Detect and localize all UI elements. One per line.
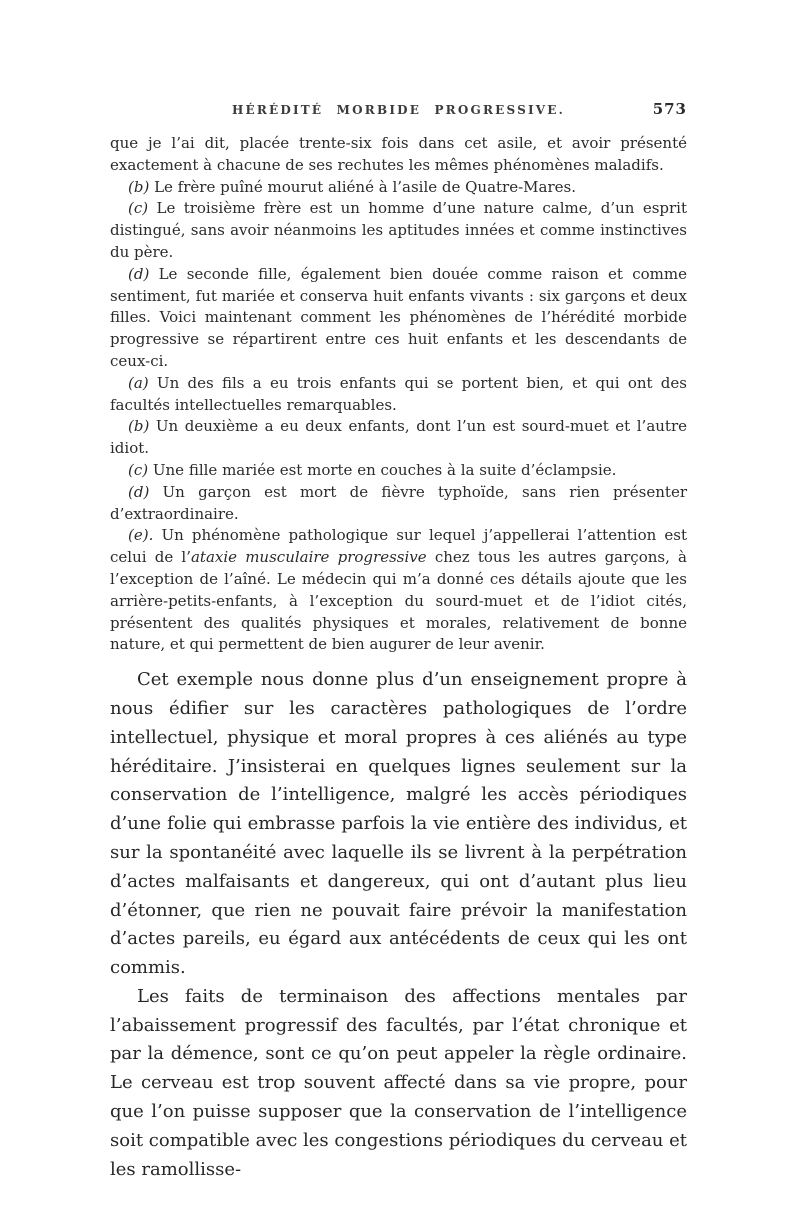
text-run: Un phénomène pathologique sur lequel j’appellerai l’attention est celui de l’ [110,526,687,567]
paragraph [110,525,687,656]
case-notes-section [110,133,687,656]
text-run: Une fille mariée est morte en couches à la suite d’éclampsie. [148,460,617,479]
text-run: Le seconde fille, également bien douée comme raison et comme sentiment, fut mariée et conserva huit enfants vivants : six garçons et deux filles. Voici maintenant comment les phénomènes de l’hérédité morbide progressive se répartirent entre ces huit enfants et les descendants de ceux-ci. [110,264,687,370]
italic-text-run: (e). [128,526,154,545]
italic-text-run: (b) [128,177,150,196]
italic-text-run: (c) [128,460,149,479]
text-run: Le frère puîné mourut aliéné à l’asile de Quatre-Mares. [149,177,576,196]
paragraph [110,416,687,460]
italic-text-run: ataxie musculaire progressive [190,548,427,567]
paragraph [110,198,687,263]
text-run: Les faits de terminaison des affections mentales par l’abaissement progressif des facultés, par l’état chronique et par la démence, sont ce qu’on peut appeler la règle ordinaire. Le cerveau est trop souvent affecté dans sa vie propre, pour que l’on puisse supposer que la conservation de l’intelligence soit compatible avec les congestions périodiques du cerveau et les ramollisse- [110,985,688,1180]
main-text-section [110,666,687,1184]
paragraph [110,264,687,373]
paragraph [110,133,687,177]
italic-text-run: (d) [128,482,150,501]
paragraph [110,482,687,526]
paragraph [110,666,687,983]
paragraph [110,177,687,199]
paragraph [110,983,687,1185]
text-run: Un garçon est mort de fièvre typhoïde, sans rien présenter d’extraordinaire. [110,482,687,523]
italic-text-run: (a) [128,373,149,392]
italic-text-run: (c) [128,199,149,218]
running-header [110,100,687,118]
text-run: Un deuxième a eu deux enfants, dont l’un est sourd-muet et l’autre idiot. [110,417,687,458]
header-title: HÉRÉDITÉ MORBIDE PROGRESSIVE. [231,103,565,117]
italic-text-run: (b) [128,417,150,436]
text-run: que je l’ai dit, placée trente-six fois dans cet asile, et avoir présenté exactement à chacune de ses rechutes les mêmes phénomènes maladifs. [110,134,687,174]
italic-text-run: (d) [128,264,150,283]
page-number: 573 [652,100,687,118]
paragraph [110,460,687,482]
paragraph [110,373,687,417]
text-run: Le troisième frère est un homme d’une nature calme, d’un esprit distingué, sans avoir néanmoins les aptitudes innées et comme instinctives du père. [110,199,687,261]
text-run: Cet exemple nous donne plus d’un enseignement propre à nous édifier sur les caractères pathologiques de l’ordre intellectuel, physique et moral propres à ces aliénés au type héréditaire. J’insisterai en quelques lignes seulement sur la conservation de l’intelligence, malgré les accès périodiques d’une folie qui embrasse parfois la vie entière des individus, et sur la spontanéité avec laquelle ils se livrent à la perpétration d’actes malfaisants et dangereux, qui ont d’autant plus lieu d’étonner, que rien ne pouvait faire prévoir la manifestation d’actes pareils, eu égard aux antécédents de ceux qui les ont commis. [110,669,687,979]
text-run: chez tous les autres garçons, à l’exception de l’aîné. Le médecin qui m’a donné ces détails ajoute que les arrière-petits-enfants, à l’exception du sourd-muet et de l’idiot cités, présentent des qualités physiques et morales, relativement de bonne nature, et qui permettent de bien augurer de leur avenir. [110,548,687,654]
text-run: Un des fils a eu trois enfants qui se portent bien, et qui ont des facultés intellectuelles remarquables. [110,373,687,414]
